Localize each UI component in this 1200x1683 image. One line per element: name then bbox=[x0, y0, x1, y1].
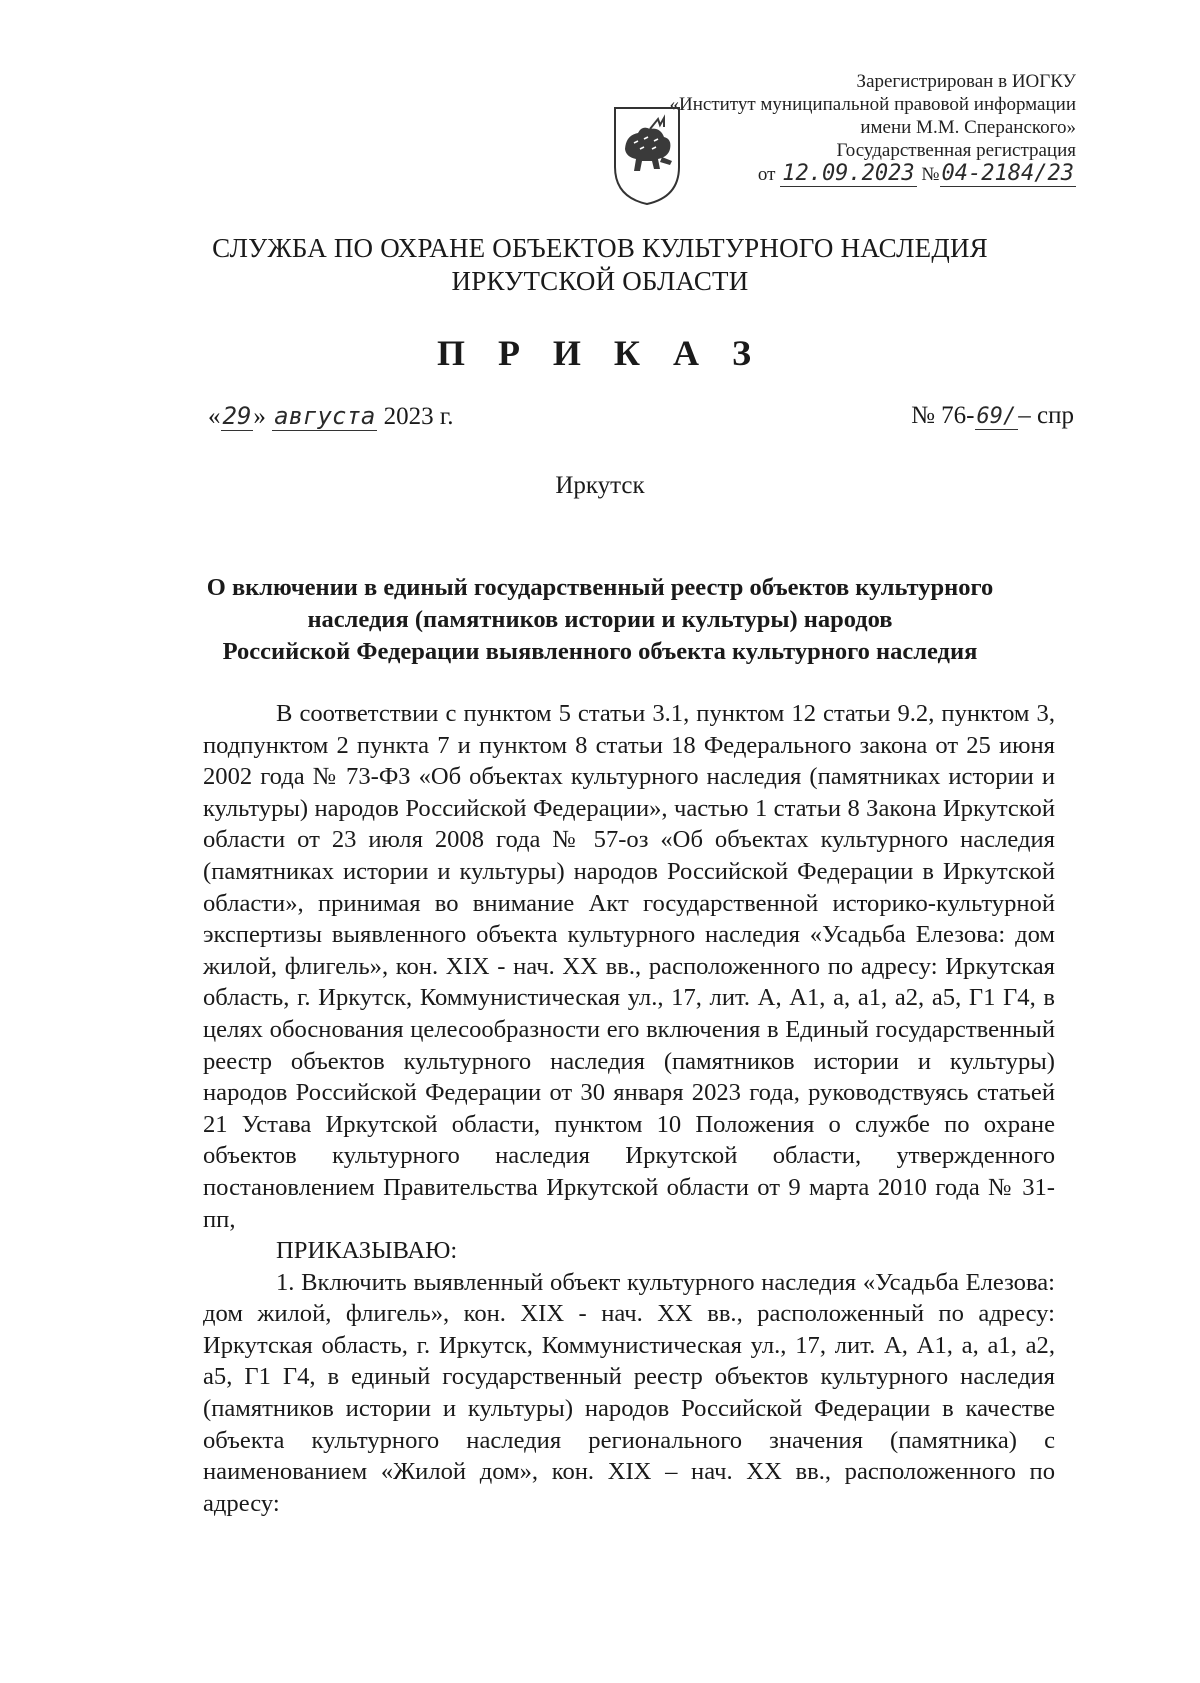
order-date bbox=[208, 402, 454, 431]
order-item-1: 1. Включить выявленный объект культурного наследия «Усадьба Елезова: дом жилой, флигель», кон. XIX - нач. XX вв., расположенный по адресу: Иркутская область, г. Иркутск, Коммунистическая ул., 17, лит. А, А1, а, а1, а2, а5, Г1 Г4, в единый государственный реестр объектов культурного наследия (памятников истории и культуры) народов Российской Федерации в качестве объекта культурного наследия регионального значения (памятника) с наименованием «Жилой дом», кон. XIX – нач. XX вв., расположенного по адресу: bbox=[203, 1268, 1055, 1517]
preamble-paragraph: В соответствии с пунктом 5 статьи 3.1, пунктом 12 статьи 9.2, пунктом 3, подпунктом 2 пункта 7 и пунктом 8 статьи 18 Федерального закона от 25 июня 2002 года № 73-ФЗ «Об объектах культурного наследия (памятниках истории и культуры) народов Российской Федерации», частью 1 статьи 8 Закона Иркутской области от 23 июля 2008 года № 57-оз «Об объектах культурного наследия (памятниках истории и культуры) народов Российской Федерации в Иркутской области», принимая во внимание Акт государственной историко-культурной экспертизы выявленного объекта культурного наследия «Усадьба Елезова: дом жилой, флигель», кон. XIX - нач. XX вв., расположенного по адресу: Иркутская область, г. Иркутск, Коммунистическая ул., 17, лит. А, А1, а, а1, а2, а5, Г1 Г4, в целях обоснования целесообразности его включения в Единый государственный реестр объектов культурного наследия (памятников истории и культуры) народов Российской Федерации от 30 января 2023 года, руководствуясь статьей 21 Устава Иркутской области, пунктом 10 Положения о службе по охране объектов культурного наследия Иркутской области, утвержденного постановлением Правительства Иркутской области от 9 марта 2010 года № 31-пп, bbox=[203, 700, 1055, 1233]
city: Иркутск bbox=[555, 472, 645, 499]
order-subject bbox=[150, 572, 1050, 668]
registration-number: 04-2184/23 bbox=[941, 161, 1074, 186]
date-day: 29 bbox=[222, 402, 252, 430]
irkutsk-coat-of-arms-icon bbox=[612, 105, 682, 207]
registration-date-line bbox=[616, 162, 1076, 186]
registration-line-4: Государственная регистрация bbox=[836, 140, 1076, 161]
date-month: августа bbox=[274, 402, 376, 430]
order-number-handwritten: 69/ bbox=[976, 404, 1017, 429]
subject-line-2: наследия (памятников истории и культуры) народов bbox=[307, 606, 893, 633]
registration-line-2: «Институт муниципальной правовой информации bbox=[669, 94, 1076, 115]
date-close-quote: » bbox=[253, 403, 266, 430]
date-year: 2023 г. bbox=[383, 403, 454, 430]
subject-line-3: Российской Федерации выявленного объекта культурного наследия bbox=[222, 638, 978, 665]
registration-date: 12.09.2023 bbox=[782, 161, 915, 186]
order-word-line bbox=[203, 1235, 1055, 1267]
order-title: П Р И К А З bbox=[436, 333, 764, 373]
registration-stamp bbox=[616, 70, 1076, 186]
subject-line-1: О включении в единый государственный реестр объектов культурного bbox=[206, 574, 994, 601]
order-number-suffix: – спр bbox=[1018, 402, 1074, 429]
order-number bbox=[911, 402, 1074, 430]
date-open-quote: « bbox=[208, 403, 221, 430]
agency-name-line-1: СЛУЖБА ПО ОХРАНЕ ОБЪЕКТОВ КУЛЬТУРНОГО НАСЛЕДИЯ bbox=[212, 233, 988, 263]
order-number-prefix: № 76- bbox=[911, 402, 975, 429]
registration-number-label: № bbox=[921, 164, 940, 185]
registration-from-label: от bbox=[757, 164, 776, 185]
agency-name-line-2: ИРКУТСКОЙ ОБЛАСТИ bbox=[451, 266, 749, 296]
registration-line-1: Зарегистрирован в ИОГКУ bbox=[856, 71, 1076, 92]
order-body bbox=[203, 698, 1055, 1519]
agency-name bbox=[0, 232, 1200, 298]
registration-line-3: имени М.М. Сперанского» bbox=[860, 117, 1076, 138]
order-word: ПРИКАЗЫВАЮ: bbox=[276, 1237, 458, 1265]
